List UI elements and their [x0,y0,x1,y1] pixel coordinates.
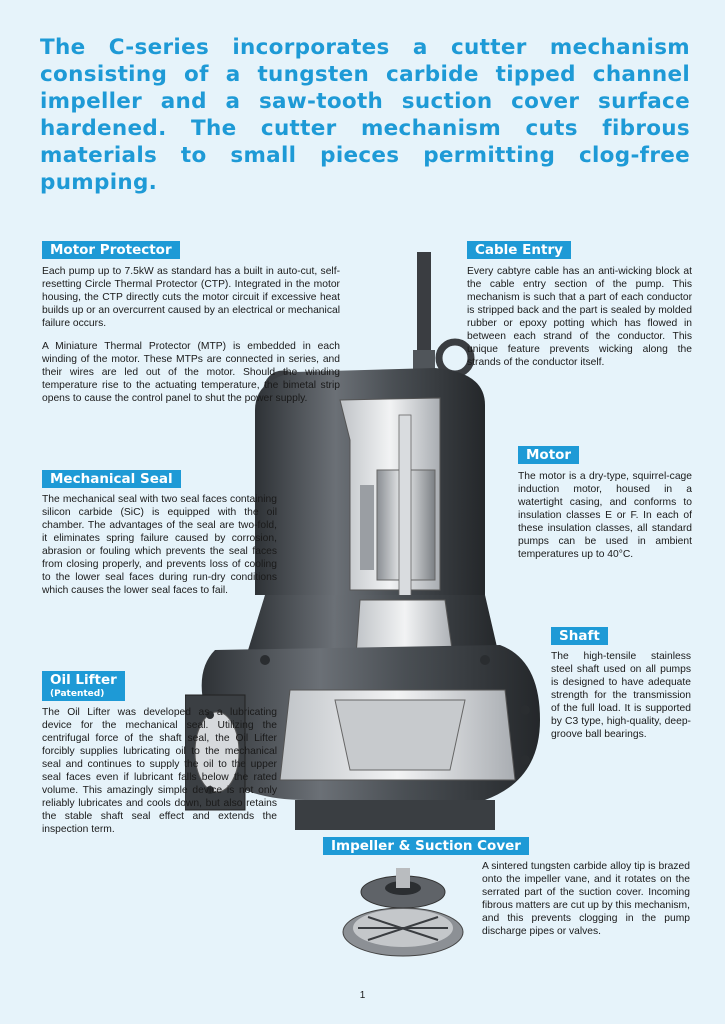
oil-lifter-label [42,671,125,701]
oil-lifter-text: The Oil Lifter was developed as a lubricating device for the mechanical seal. Utilizing the centrifugal force of the shaft seal, the Oil Lifter forcibly supplies lubricating oil to the mechanical seal and continues to supply the oil to the upper seal faces even if lubricant falls below the rated volume. This amazingly simple device is not only reliably lubricates and cools down, but also retains the stable shaft seal effect and extends the inspection term. [42,707,277,835]
motor-protector-text [42,265,340,415]
motor-protector-paragraph-1: Each pump up to 7.5kW as standard has a built in auto-cut, self-resetting Circle Thermal Protector (CTP). Integrated in the motor housing, the CTP directly cuts the motor circuit if excessive heat builds up or an overcurrent caused by an electrical or mechanical failure occurs. [42,266,340,329]
motor-protector-label: Motor Protector [42,241,180,259]
page-number: 1 [359,990,366,1001]
motor-protector-paragraph-2: A Miniature Thermal Protector (MTP) is embedded in each winding of the motor. These MTPs are connected in series, and their wires are led out of the motor. Should the winding temperature rise to the actuating temperature, the bimetal strip opens to cause the control panel to shut the power supply. [42,341,340,404]
motor-text: The motor is a dry-type, squirrel-cage induction motor, housed in a watertight casing, and conforms to insulation classes E or F. In each of these insulation classes, all standard pumps can be used in ambient temperatures up to 40°C. [518,471,692,560]
impeller-suction-cover-label: Impeller & Suction Cover [323,837,529,855]
shaft-text: The high-tensile stainless steel shaft used on all pumps is designed to have adequate strength for the transmission of the full load. It is supported by C3 type, high-quality, deep-groove ball bearings. [551,651,691,740]
cable-entry-label: Cable Entry [467,241,571,259]
mechanical-seal-text: The mechanical seal with two seal faces containing silicon carbide (SiC) is equipped with the oil chamber. The advantages of the seal are two-fold, it eliminates spring failure caused by corrosion, abrasion or fouling which prevents the seal faces from closing properly, and prevents loss of cooling to the lower seal faces during run-dry conditions which causes the lower seal faces to fail. [42,494,277,596]
impeller-suction-cover-illustration [338,862,468,967]
headline: The C-series incorporates a cutter mechanism consisting of a tungsten carbide tipped channel impeller and a saw-tooth suction cover surface hardened. The cutter mechanism cuts fibrous materials to small pieces permitting clog-free pumping. [40,35,690,195]
impeller-suction-cover-text: A sintered tungsten carbide alloy tip is brazed onto the impeller vane, and it rotates on the serrated part of the suction cover. Incoming fibrous matters are cut up by this mechanism, and this prevents clogging in the pump discharge pipes or valves. [482,861,690,937]
motor-label: Motor [518,446,579,464]
oil-lifter-patented: (Patented) [50,689,105,699]
mechanical-seal-label: Mechanical Seal [42,470,181,488]
shaft-label: Shaft [551,627,608,645]
oil-lifter-title: Oil Lifter [50,672,117,688]
cable-entry-text: Every cabtyre cable has an anti-wicking block at the cable entry section of the pump. This mechanism is such that a part of each conductor is stripped back and the part is sealed by molded rubber or epoxy potting which has flowed in between each strand of the conductor. This unique feature prevents wicking along the strands of the conductor itself. [467,266,692,368]
